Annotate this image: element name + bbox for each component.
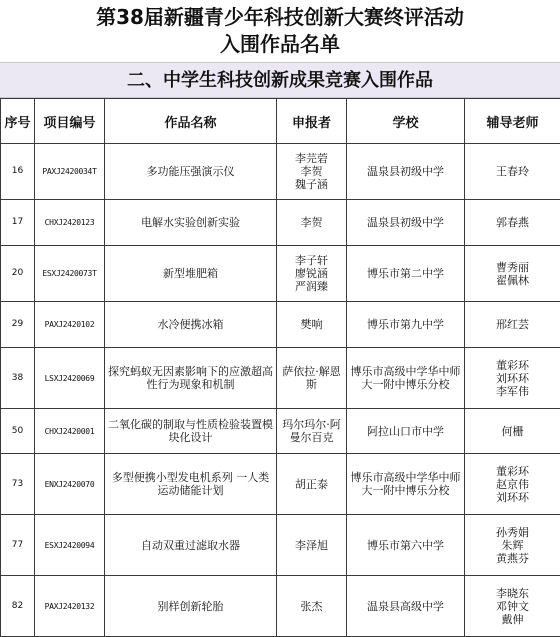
- row-no: 20: [1, 246, 35, 302]
- row-teachers: [465, 409, 560, 454]
- row-no: 29: [1, 302, 35, 348]
- row-teachers: [465, 200, 560, 246]
- row-code: PAXJ2420102: [35, 302, 105, 348]
- row-no: 17: [1, 200, 35, 246]
- row-school: 阿拉山口市中学: [347, 409, 465, 454]
- table-row: [1, 576, 560, 637]
- table-row: [1, 144, 560, 200]
- document-title: [0, 0, 560, 62]
- teacher: 刘环环: [467, 372, 558, 385]
- table-row: [1, 348, 560, 409]
- teacher: 黄燕芬: [467, 552, 558, 565]
- row-school: 温泉县高级中学: [347, 576, 465, 637]
- table-row: [1, 409, 560, 454]
- row-school: 温泉县初级中学: [347, 144, 465, 200]
- header-school: 学校: [347, 99, 465, 144]
- applicant: 萨依拉·解恩斯: [279, 365, 344, 391]
- row-name: 水冷便携冰箱: [105, 302, 277, 348]
- teacher: 李军伟: [467, 385, 558, 398]
- row-name: 电解水实验创新实验: [105, 200, 277, 246]
- row-school: 博乐市高级中学华中师大一附中博乐分校: [347, 348, 465, 409]
- applicant: 廖锐涵: [279, 267, 344, 280]
- teacher: 董彩环: [467, 359, 558, 372]
- teacher: 朱辉: [467, 539, 558, 552]
- row-applicants: [277, 348, 347, 409]
- row-no: 16: [1, 144, 35, 200]
- row-teachers: [465, 348, 560, 409]
- row-teachers: [465, 576, 560, 637]
- title-line-2: 入围作品名单: [0, 31, 560, 58]
- row-teachers: [465, 302, 560, 348]
- teacher: 邓钟文: [467, 600, 558, 613]
- title-line-1: 第38届新疆青少年科技创新大赛终评活动: [0, 4, 560, 31]
- applicant: 胡正泰: [279, 478, 344, 491]
- teacher: 翟佩林: [467, 274, 558, 287]
- teacher: 曹秀丽: [467, 261, 558, 274]
- teacher: 刘环环: [467, 491, 558, 504]
- row-applicants: [277, 409, 347, 454]
- header-no: 序号: [1, 99, 35, 144]
- row-code: CHXJ2420123: [35, 200, 105, 246]
- row-code: ENXJ2420070: [35, 454, 105, 515]
- row-code: ESXJ2420094: [35, 515, 105, 576]
- teacher: 何栅: [467, 425, 558, 438]
- row-applicants: [277, 454, 347, 515]
- applicant: 玛尔玛尔·阿曼尔百克: [279, 418, 344, 444]
- row-applicants: [277, 200, 347, 246]
- applicant: 李芫菪: [279, 152, 344, 165]
- teacher: 赵京伟: [467, 478, 558, 491]
- row-teachers: [465, 454, 560, 515]
- row-code: LSXJ2420069: [35, 348, 105, 409]
- row-code: PAXJ2420034T: [35, 144, 105, 200]
- row-applicants: [277, 246, 347, 302]
- row-no: 77: [1, 515, 35, 576]
- row-teachers: [465, 515, 560, 576]
- row-name: 新型堆肥箱: [105, 246, 277, 302]
- table-row: [1, 454, 560, 515]
- row-name: 探究蚂蚁无因素影响下的应激超高性行为现象和机制: [105, 348, 277, 409]
- applicant: 李泽旭: [279, 539, 344, 552]
- row-name: 多型便携小型发电机系列 一人类运动储能计划: [105, 454, 277, 515]
- applicant: 李子轩: [279, 254, 344, 267]
- entries-table: [0, 98, 560, 637]
- row-school: 博乐市第九中学: [347, 302, 465, 348]
- table-row: [1, 200, 560, 246]
- applicant: 张杰: [279, 600, 344, 613]
- section-subtitle: 二、中学生科技创新成果竞赛入围作品: [0, 62, 560, 98]
- row-teachers: [465, 144, 560, 200]
- row-no: 82: [1, 576, 35, 637]
- table-row: [1, 515, 560, 576]
- teacher: 孙秀娟: [467, 526, 558, 539]
- header-teacher: 辅导老师: [465, 99, 560, 144]
- row-school: 博乐市第二中学: [347, 246, 465, 302]
- table-header-row: [1, 99, 560, 144]
- applicant: 李贺: [279, 165, 344, 178]
- row-school: 博乐市第六中学: [347, 515, 465, 576]
- applicant: 严润臻: [279, 280, 344, 293]
- header-code: 项目编号: [35, 99, 105, 144]
- row-school: 温泉县初级中学: [347, 200, 465, 246]
- row-name: 二氧化碳的制取与性质检验装置模块化设计: [105, 409, 277, 454]
- teacher: 董彩环: [467, 465, 558, 478]
- teacher: 邢红芸: [467, 318, 558, 331]
- row-applicants: [277, 144, 347, 200]
- applicant: 樊响: [279, 318, 344, 331]
- header-name: 作品名称: [105, 99, 277, 144]
- row-applicants: [277, 576, 347, 637]
- teacher: 王春玲: [467, 165, 558, 178]
- row-school: 博乐市高级中学华中师大一附中博乐分校: [347, 454, 465, 515]
- row-no: 50: [1, 409, 35, 454]
- row-name: 多功能压强演示仪: [105, 144, 277, 200]
- header-applicant: 申报者: [277, 99, 347, 144]
- row-no: 73: [1, 454, 35, 515]
- applicant: 李贺: [279, 216, 344, 229]
- row-applicants: [277, 302, 347, 348]
- applicant: 魏子涵: [279, 178, 344, 191]
- table-row: [1, 302, 560, 348]
- row-name: 自动双重过滤取水器: [105, 515, 277, 576]
- row-teachers: [465, 246, 560, 302]
- row-code: PAXJ2420132: [35, 576, 105, 637]
- row-no: 38: [1, 348, 35, 409]
- table-row: [1, 246, 560, 302]
- teacher: 郭春燕: [467, 216, 558, 229]
- row-applicants: [277, 515, 347, 576]
- row-code: ESXJ2420073T: [35, 246, 105, 302]
- teacher: 李晓东: [467, 587, 558, 600]
- row-name: 别样创新轮胎: [105, 576, 277, 637]
- row-code: CHXJ2420001: [35, 409, 105, 454]
- teacher: 戴伸: [467, 613, 558, 626]
